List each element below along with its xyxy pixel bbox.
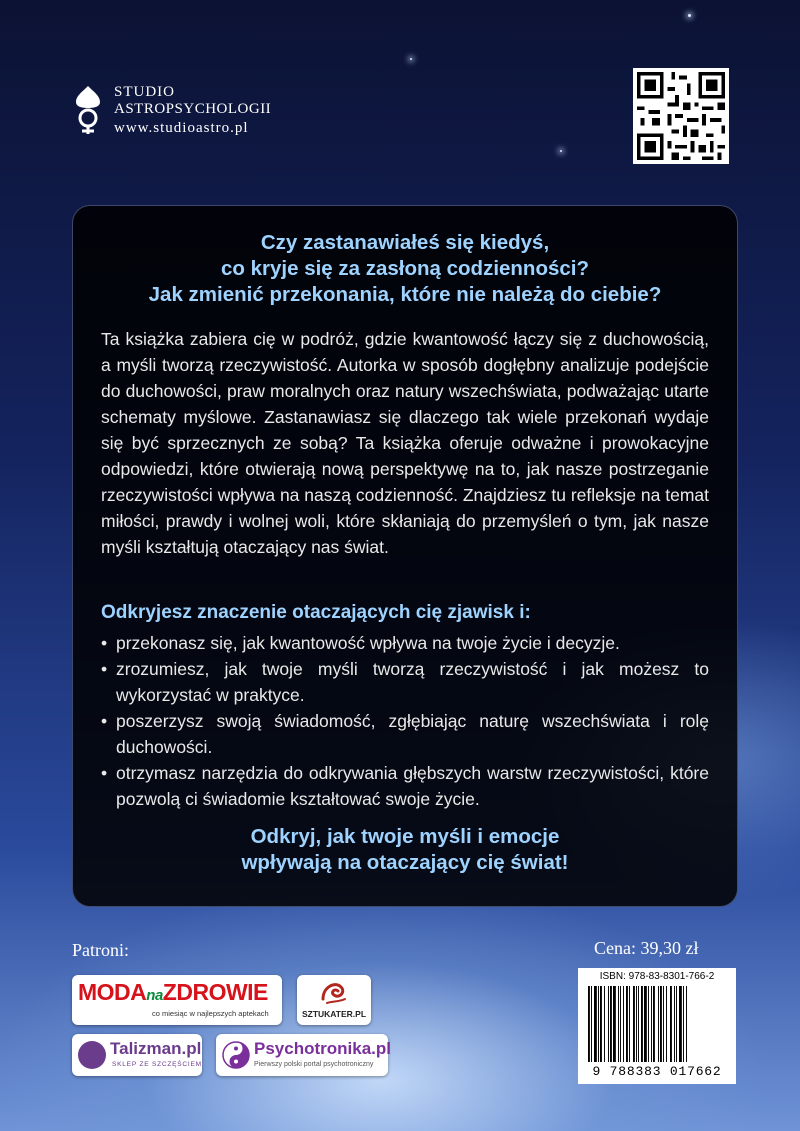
list-item: • przekonasz się, jak kwantowość wpływa na twoje życie i decyzje. — [101, 630, 709, 656]
benefits-list — [101, 630, 709, 812]
moda-tagline: co miesiąc w najlepszych aptekach — [152, 1009, 269, 1018]
price: Cena: 39,30 zł — [594, 938, 699, 958]
headline-line: Jak zmienić przekonania, które nie należą do ciebie? — [148, 283, 662, 306]
publisher-name-line1: STUDIO — [114, 84, 175, 100]
talizman-circle-icon — [78, 1041, 106, 1069]
talizman-name: Talizman.pl — [110, 1039, 202, 1058]
barcode-digits: 9 788383 017662 — [592, 1064, 722, 1079]
patrons-label: Patroni: — [72, 940, 129, 960]
isbn-barcode — [578, 968, 736, 1084]
description-body: Ta książka zabiera cię w podróż, gdzie kwantowość łączy się z duchowością, a myśli tworzą rzeczywistość. Autorka w sposób dogłębny analizuje podejście do duchowości, praw moralnych oraz natury wszechświata, podważając utarte schematy myślowe. Zastanawiasz się dlaczego tak wiele przekonań wydaje się być sprzecznych ze sobą? Ta książka oferuje odważne i prowokacyjne odpowiedzi, które otwierają nową perspektywę na to, jak nasze postrzeganie rzeczywistości wpływa na naszą codzienność. Znajdziesz tu refleksje na temat miłości, prawdy i wolnej woli, które skłaniają do przemyśleń o tym, jak nasze myśli kształtują otaczający nas świat. — [101, 329, 709, 557]
yin-yang-icon — [222, 1041, 250, 1069]
psychotronika-name: Psychotronika.pl — [254, 1039, 391, 1058]
headline-line: Czy zastanawiałeś się kiedyś, — [260, 231, 550, 254]
isbn-text: ISBN: 978-83-8301-766-2 — [599, 971, 715, 982]
barcode-bars-icon — [588, 986, 728, 1062]
benefits-heading: Odkryjesz znaczenie otaczających cię zjawisk i: — [101, 602, 531, 623]
list-item: • otrzymasz narzędzia do odkrywania głębszych warstw rzeczywistości, które pozwolą ci świadomie kształtować swoje życie. — [101, 760, 709, 812]
psychotronika-tagline: Pierwszy polski portal psychotroniczny — [254, 1061, 374, 1068]
publisher-name-line2: ASTROPSYCHOLOGII — [114, 101, 272, 117]
sztukater-name: SZTUKATER.PL — [301, 1009, 367, 1019]
closing-statement — [73, 824, 737, 876]
publisher-website: www.studioastro.pl — [114, 120, 249, 136]
swirl-icon — [319, 979, 349, 1005]
publisher-logo — [70, 84, 271, 137]
closing-line: wpływają na otaczający cię świat! — [241, 851, 569, 874]
na-word: na — [146, 987, 163, 1004]
talizman-tagline: SKLEP ZE SZCZĘŚCIEM — [112, 1061, 202, 1068]
headline-line: co kryje się za zasłoną codzienności? — [221, 257, 589, 280]
qr-code-icon — [633, 68, 729, 164]
moda-word: MODA — [78, 979, 147, 1005]
talizman-logo — [72, 1034, 202, 1076]
headline — [73, 230, 737, 308]
zdrowie-word: ZDROWIE — [162, 979, 268, 1005]
star — [688, 14, 691, 17]
description-panel — [72, 205, 738, 907]
sztukater-logo — [297, 975, 371, 1025]
moda-na-zdrowie-logo — [72, 975, 282, 1025]
list-item: • zrozumiesz, jak twoje myśli tworzą rzeczywistość i jak możesz to wykorzystać w praktyce. — [101, 656, 709, 708]
star — [560, 150, 562, 152]
astrology-symbol-icon — [70, 84, 106, 136]
psychotronika-logo — [216, 1034, 391, 1076]
list-item: • poszerzysz swoją świadomość, zgłębiając naturę wszechświata i rolę duchowości. — [101, 708, 709, 760]
star — [410, 58, 412, 60]
closing-line: Odkryj, jak twoje myśli i emocje — [250, 825, 560, 848]
